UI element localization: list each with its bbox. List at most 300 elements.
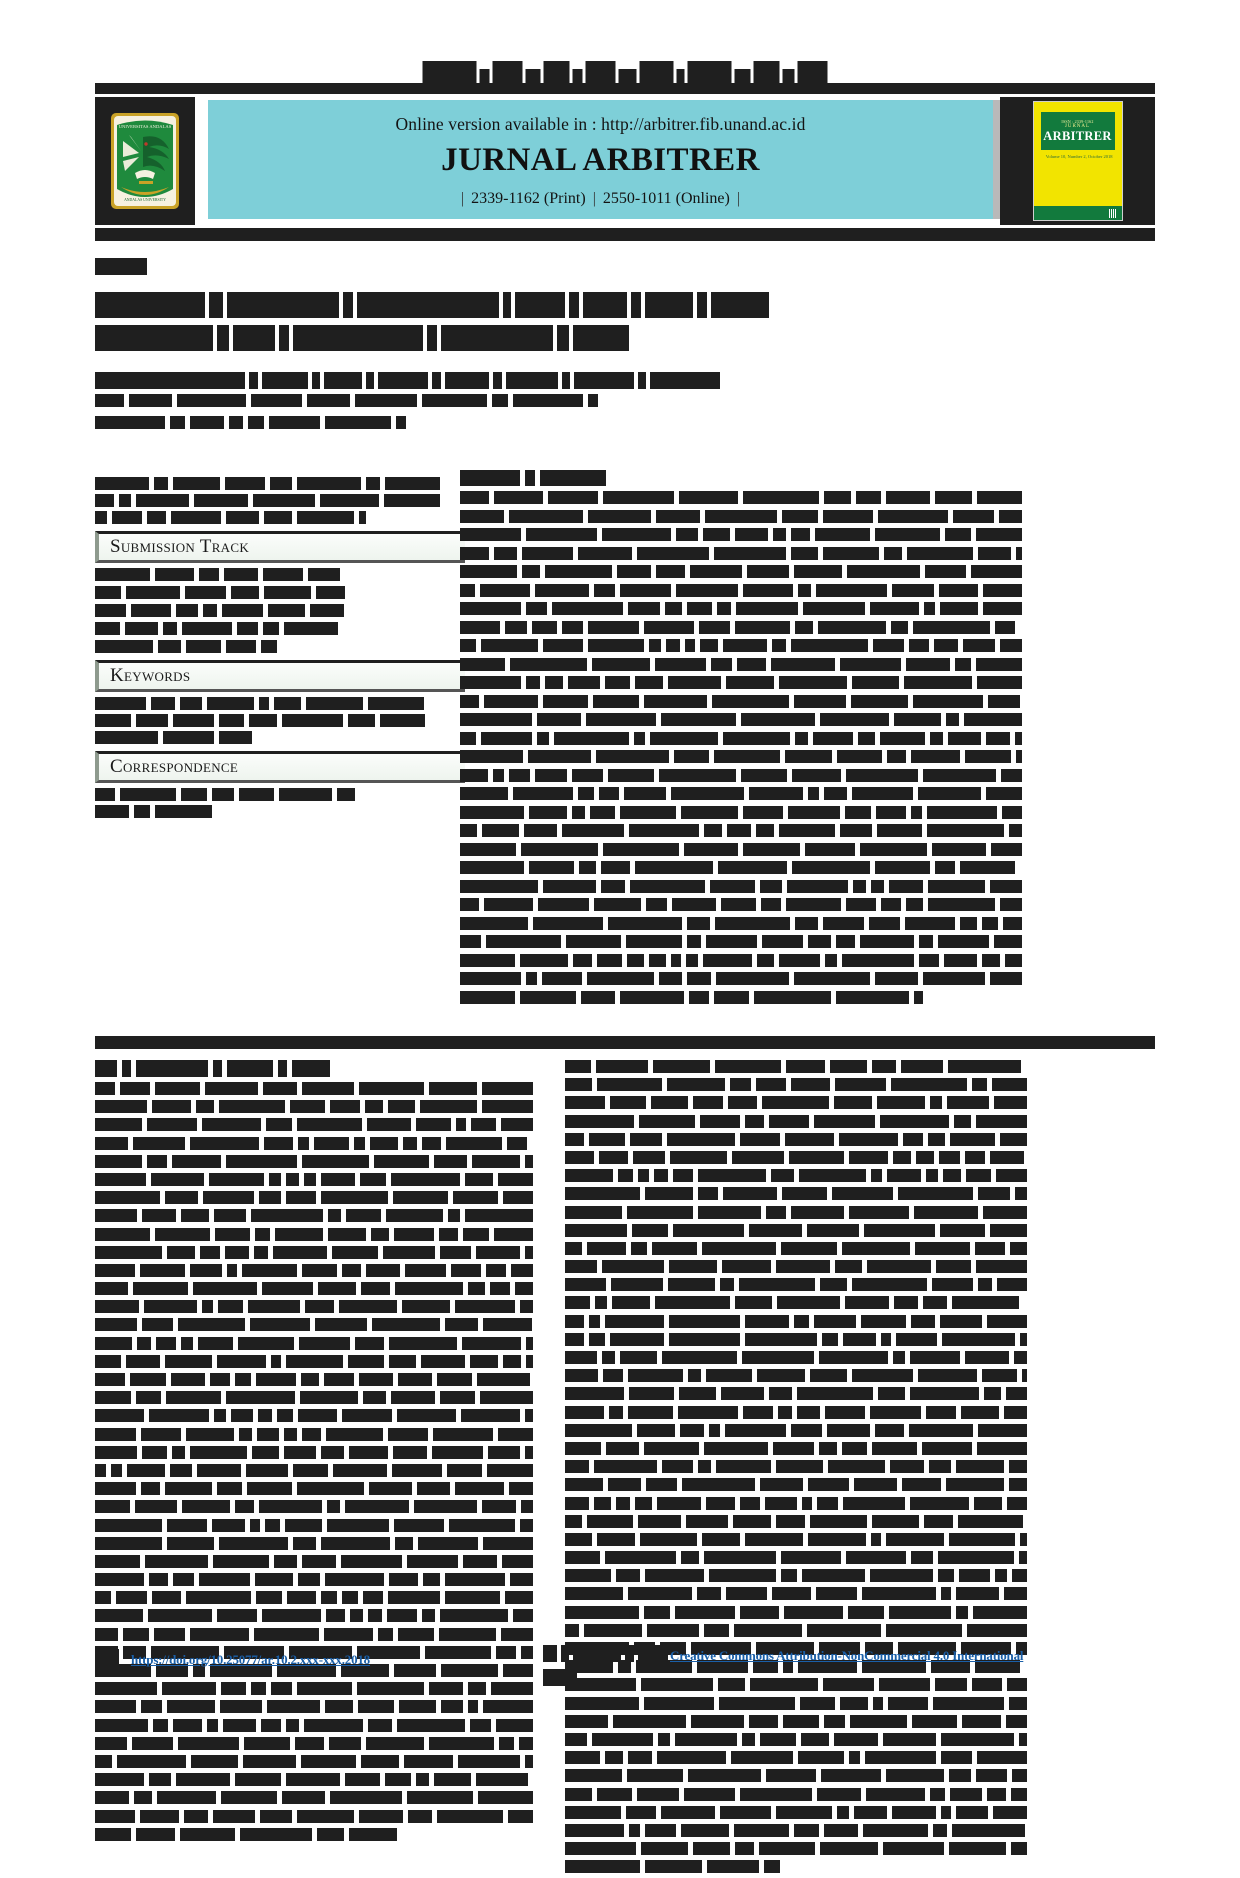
redaction-bar [756,1078,786,1091]
redaction-bar [349,1446,388,1459]
redaction-bar [441,325,553,351]
redacted-line [95,1555,535,1568]
redaction-bar [404,1755,453,1768]
redacted-line [460,565,1025,578]
redaction-bar [616,1497,630,1510]
redaction-bar [803,602,865,615]
redaction-bar [782,510,818,523]
redaction-bar [586,713,656,726]
redaction-bar [135,1500,177,1513]
redaction-bar [429,1082,477,1095]
redaction-bar [627,1206,693,1219]
redaction-bar [543,639,583,652]
redaction-bar [250,1318,310,1331]
redaction-bar [416,1118,451,1131]
redaction-bar [993,1806,1027,1819]
redaction-bar [984,1387,1001,1400]
redaction-bar [286,1719,299,1732]
redacted-line [460,547,1025,560]
redacted-line [460,602,1025,615]
redaction-bar [794,565,842,578]
redaction-bar [735,1842,754,1855]
redaction-bar [791,639,868,652]
redaction-bar [95,1082,115,1095]
redaction-bar [480,1391,533,1404]
redaction-bar [213,1555,269,1568]
redaction-bar [286,1773,340,1786]
redaction-bar [494,491,543,504]
redaction-bar [460,584,475,597]
redaction-bar [925,565,966,578]
redaction-bar [846,1551,906,1564]
redaction-bar [526,602,547,615]
redaction-bar [565,1442,601,1455]
redaction-bar [875,861,930,874]
redaction-bar [849,1151,888,1164]
redaction-bar [842,1242,910,1255]
redaction-bar [355,394,417,407]
redaction-bar [205,1082,258,1095]
redaction-bar [805,843,855,856]
redaction-bar [781,1569,797,1582]
redaction-bar [741,713,815,726]
redaction-bar [95,1810,135,1823]
redaction-bar [675,1606,735,1619]
redaction-bar [760,1733,796,1746]
redacted-line [95,1228,535,1241]
redaction-bar [867,1260,931,1273]
redaction-bar [235,1500,254,1513]
redaction-bar [95,1628,118,1641]
redaction-bar [565,1151,594,1164]
redaction-bar [302,1264,337,1277]
redaction-bar [562,824,624,837]
redaction-bar [618,1169,633,1182]
redaction-bar [887,750,906,763]
svg-text:ANDALAS UNIVERSITY: ANDALAS UNIVERSITY [124,198,166,202]
redaction-bar [842,954,914,967]
redaction-bar [147,1118,197,1131]
redaction-bar [794,1315,809,1328]
redaction-bar [494,547,517,560]
redacted-line [95,394,598,407]
redacted-line [95,1810,535,1823]
redaction-bar [938,1569,954,1582]
redaction-bar [915,1242,970,1255]
redaction-bar [1020,1333,1027,1346]
redaction-bar [596,1060,648,1073]
redaction-bar [359,1373,393,1386]
redaction-bar [632,1224,668,1237]
redaction-bar [784,1606,843,1619]
redaction-bar [836,991,909,1004]
redaction-bar [167,1246,195,1259]
redaction-bar [408,1810,432,1823]
redaction-bar [259,1500,322,1513]
redaction-bar [455,1482,504,1495]
redaction-bar [565,1751,600,1764]
redaction-bar [726,1587,767,1600]
redaction-bar [785,750,832,763]
redaction-bar [597,954,622,967]
redacted-line [565,1115,1065,1128]
redaction-bar [481,639,538,652]
redaction-bar [263,1082,297,1095]
redaction-bar [631,292,641,318]
redaction-bar [848,1606,884,1619]
redaction-bar [219,1100,285,1113]
redaction-bar [292,1060,330,1077]
redaction-bar [886,1624,962,1637]
redaction-bar [1012,1569,1027,1582]
redaction-bar [928,1133,945,1146]
redaction-bar [548,491,598,504]
redaction-bar [565,1333,584,1346]
redaction-bar [704,1551,776,1564]
redaction-bar [120,788,176,801]
redaction-bar [909,639,929,652]
redaction-bar [638,1169,649,1182]
redaction-bar [716,972,789,985]
redaction-bar [743,491,819,504]
redaction-bar [226,511,259,524]
redaction-bar [565,1224,627,1237]
redaction-bar [178,1318,245,1331]
university-logo-container [95,97,195,225]
redaction-bar [95,292,205,318]
redaction-bar [126,1355,160,1368]
redaction-bar [760,1478,803,1491]
redaction-bar [902,1478,941,1491]
redacted-line [95,1318,535,1331]
redacted-line [565,1788,1065,1801]
redaction-bar [973,1606,1027,1619]
redaction-bar [808,1478,849,1491]
redaction-bar [173,714,214,727]
redaction-bar [889,880,923,893]
redaction-bar [938,1551,1014,1564]
redaction-bar [626,935,682,948]
redaction-bar [869,917,900,930]
redaction-bar [487,1464,533,1477]
redaction-bar [771,1169,794,1182]
redaction-bar [388,1100,415,1113]
redaction-bar [95,568,150,581]
redaction-bar [788,806,840,819]
redaction-bar [493,769,504,782]
redaction-bar [95,622,120,635]
redaction-bar [565,1169,613,1182]
redaction-bar [509,510,583,523]
redaction-bar [929,1460,951,1473]
redaction-bar [911,806,922,819]
redaction-bar [279,325,289,351]
redaction-bar [226,1155,297,1168]
redaction-bar [995,621,1015,634]
redaction-bar [460,991,515,1004]
redaction-bar [154,477,168,490]
redaction-bar [941,1733,1014,1746]
redaction-bar [235,1373,251,1386]
redaction-bar [977,1751,1027,1764]
redaction-bar [728,1096,757,1109]
redaction-bar [525,1409,533,1422]
redaction-bar [391,1391,435,1404]
redaction-bar [385,477,440,490]
redaction-bar [388,1428,428,1441]
redaction-bar [447,1464,482,1477]
redaction-bar [261,1719,281,1732]
redaction-bar [456,1118,466,1131]
masthead-rule-bottom [95,228,1155,241]
redaction-bar [686,1515,728,1528]
redaction-bar [941,1806,951,1819]
redaction-bar [212,1519,245,1532]
redaction-bar [417,1482,450,1495]
redaction-bar [515,1282,533,1295]
doi-link[interactable]: https://doi.org/10.25077/ar.10.2.xxx-xxx.2018 [131,1652,370,1667]
redaction-bar [221,1791,277,1804]
redaction-bar [460,658,505,671]
redaction-bar [212,788,234,801]
redaction-bar [231,1409,253,1422]
redaction-bar [482,1082,533,1095]
redaction-bar [522,547,573,560]
redaction-bar [565,1733,587,1746]
redacted-line [95,416,406,429]
redaction-bar [427,325,437,351]
redaction-bar [141,1482,160,1495]
redaction-bar [948,1060,1021,1073]
redaction-bar [1010,1242,1027,1255]
redaction-bar [876,806,906,819]
redaction-bar [798,584,811,597]
redacted-line [460,917,1025,930]
redaction-bar [95,416,165,429]
redaction-bar [839,1133,898,1146]
redacted-line [565,1624,1065,1637]
redaction-bar [845,1296,889,1309]
redaction-bar [490,1282,510,1295]
redaction-bar [488,1446,520,1459]
redaction-bar [95,511,107,524]
redaction-bar [630,1133,662,1146]
redaction-bar [503,292,511,318]
redaction-bar [923,1296,947,1309]
redaction-bar [297,1482,364,1495]
redaction-bar [95,1391,131,1404]
redaction-bar [725,1424,786,1437]
redaction-bar [814,1315,856,1328]
redaction-bar [422,1137,441,1150]
redaction-bar [368,697,424,710]
redaction-bar [776,1806,832,1819]
redaction-bar [368,1609,382,1622]
redaction-bar [149,1773,171,1786]
redacted-line [95,1209,535,1222]
redaction-bar [875,1424,904,1437]
redaction-bar [149,1409,209,1422]
redaction-bar [884,547,902,560]
redaction-bar [819,1351,888,1364]
redaction-bar [328,1209,341,1222]
redaction-bar [384,494,440,507]
redaction-bar [1019,1733,1027,1746]
redaction-bar [731,1751,793,1764]
redaction-bar [852,1369,913,1382]
redaction-bar [460,972,521,985]
redaction-bar [134,805,150,818]
redaction-bar [927,806,997,819]
redaction-bar [907,547,973,560]
redacted-line [95,1519,535,1532]
redaction-bar [977,676,1022,689]
redaction-bar [181,1337,193,1350]
redaction-bar [906,898,923,911]
redaction-bar [862,1587,936,1600]
redacted-line [95,1791,535,1804]
redaction-bar [505,621,527,634]
redaction-bar [235,1773,281,1786]
redacted-line [95,1191,535,1204]
redaction-bar [909,1424,973,1437]
redaction-bar [178,1737,239,1750]
redaction-bar [687,602,712,615]
redaction-bar [818,621,886,634]
redaction-bar [287,1591,316,1604]
redaction-bar [709,1569,776,1582]
redaction-bar [95,1482,136,1495]
redaction-bar [587,972,654,985]
redaction-bar [321,1591,337,1604]
redaction-bar [802,1569,865,1582]
redaction-bar [460,602,521,615]
redaction-bar [565,1860,640,1873]
redaction-bar [95,372,245,389]
redacted-line [565,1133,1065,1146]
redaction-bar [715,1060,781,1073]
redaction-bar [565,1387,624,1400]
redaction-bar [667,1078,725,1091]
redacted-line [95,1373,535,1386]
redaction-bar [983,1206,1027,1219]
redaction-bar [95,1409,144,1422]
redaction-bar [779,676,847,689]
redaction-bar [757,954,774,967]
redaction-bar [190,416,224,429]
redaction-bar [471,1118,496,1131]
redaction-bar [976,1115,1027,1128]
correspondence-body-redacted [95,783,465,818]
redaction-bar [254,1246,268,1259]
redaction-bar [317,1828,344,1841]
redaction-bar [988,695,1020,708]
redaction-bar [824,491,851,504]
redaction-bar [120,1082,150,1095]
redaction-bar [823,547,879,560]
redaction-bar [465,1209,533,1222]
redaction-bar [185,586,226,599]
redaction-bar [852,787,913,800]
redaction-bar [136,1391,161,1404]
redaction-bar [766,1206,786,1219]
jurnal-arbitrer-cover-image [1033,101,1123,221]
redaction-bar [525,1755,533,1768]
redaction-bar [709,1424,720,1437]
redaction-bar [924,1515,953,1528]
redaction-bar [903,1133,923,1146]
redaction-bar [484,898,533,911]
redaction-bar [240,1828,312,1841]
creative-commons-license-link[interactable]: Creative Commons Attribution-NonCommercial 4.0 International [670,1648,1024,1663]
redaction-bar [141,1428,181,1441]
redaction-bar [949,1533,1015,1546]
redaction-bar [590,806,615,819]
cover-footer-band [1034,206,1122,220]
redaction-bar [152,1591,181,1604]
redaction-bar [930,1788,945,1801]
redaction-bar [460,935,481,948]
redaction-bar [95,1246,162,1259]
redaction-bar [910,1387,979,1400]
redaction-bar [239,1428,252,1441]
redaction-bar [640,1533,697,1546]
redaction-bar [284,1428,297,1441]
redaction-bar [959,1569,990,1582]
redaction-bar [460,695,479,708]
redaction-bar [151,697,175,710]
redaction-bar [95,1737,127,1750]
redaction-bar [573,325,629,351]
redacted-line [95,1464,535,1477]
redaction-bar [978,1424,1027,1437]
redaction-bar [930,732,943,745]
redacted-line [460,861,1025,874]
redaction-bar [871,1169,882,1182]
redaction-bar [893,1151,911,1164]
redaction-bar [513,787,573,800]
redaction-bar [386,1209,443,1222]
redacted-line [565,1351,1065,1364]
redaction-bar [722,1260,771,1273]
redaction-bar [611,1278,663,1291]
redaction-bar [167,1519,207,1532]
redaction-bar [684,843,738,856]
redaction-bar [834,1733,878,1746]
redaction-bar [698,1169,766,1182]
header-rule-top [95,83,1155,94]
redaction-bar [795,621,813,634]
redaction-bar [594,1460,657,1473]
redaction-bar [460,639,476,652]
article-title-line-2-redacted [95,325,1155,351]
redacted-line [565,1860,1065,1873]
redaction-bar [878,510,948,523]
redaction-bar [947,1096,989,1109]
redaction-bar [480,584,530,597]
issn-divider-1: | [460,190,465,207]
redaction-bar [960,917,977,930]
redaction-bar [945,528,971,541]
redaction-bar [626,1806,656,1819]
redaction-bar [95,394,124,407]
redaction-bar [405,1264,446,1277]
redaction-bar [565,1315,584,1328]
redaction-bar [791,1424,822,1437]
redaction-bar [990,880,1022,893]
redaction-bar [926,1169,938,1182]
redaction-bar [95,477,149,490]
